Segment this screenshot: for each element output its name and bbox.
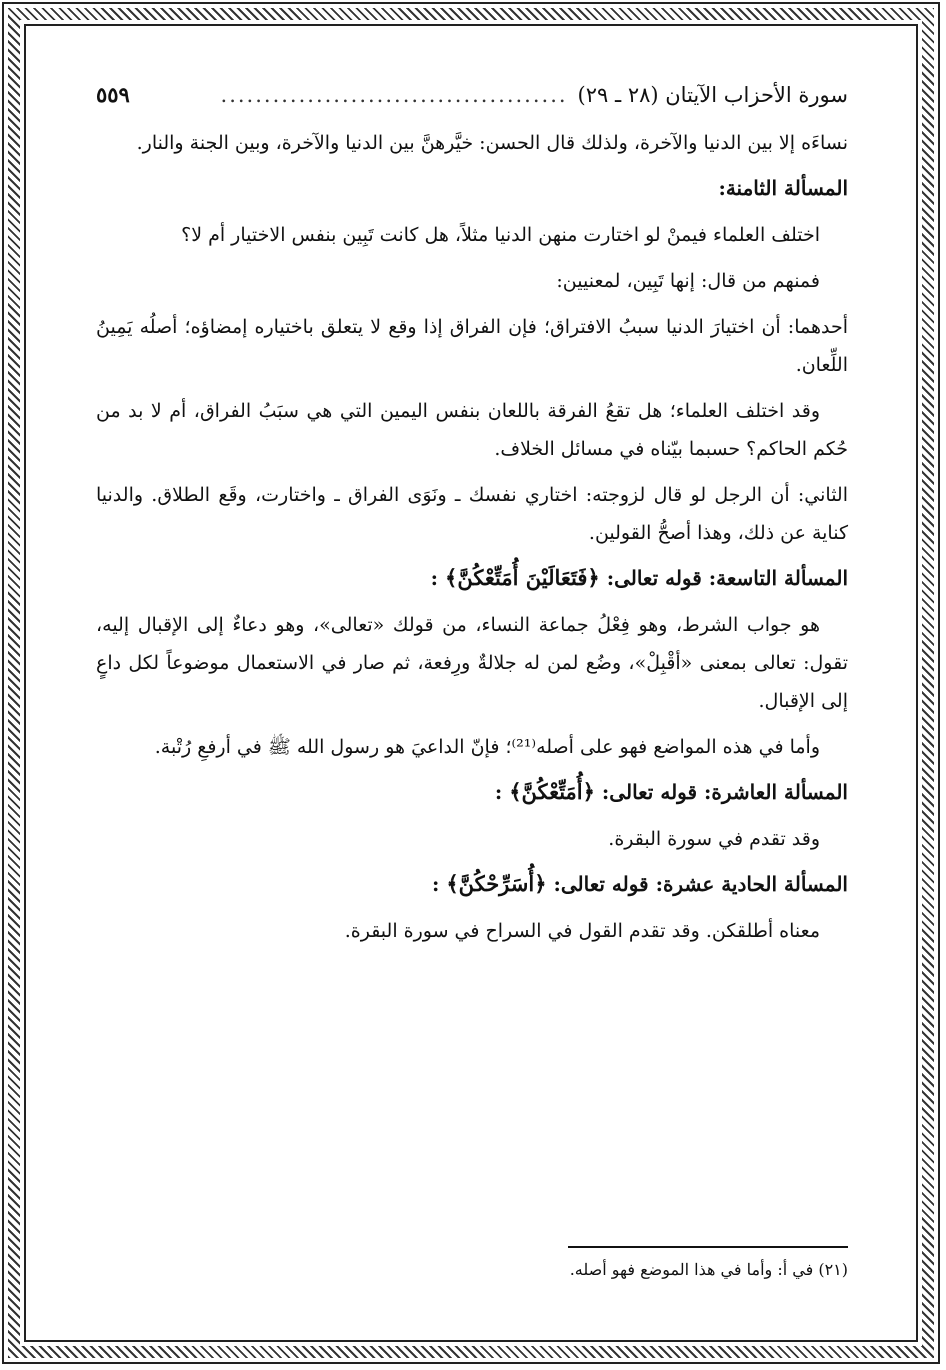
heading-text: المسألة العاشرة: قوله تعالى: (601, 780, 848, 804)
heading-text: المسألة التاسعة: قوله تعالى: (606, 566, 848, 590)
paragraph: اختلف العلماء فيمنْ لو اختارت منهن الدنيا مثلاً، هل كانت تَبِين بنفس الاختيار أم لا؟ (181, 224, 820, 246)
section-heading (96, 560, 848, 596)
section-heading (96, 866, 848, 902)
paragraph: نساءَه إلا بين الدنيا والآخرة، ولذلك قال الحسن: خيَّرهنَّ بين الدنيا والآخرة، وبين الجنة والنار. (136, 132, 848, 154)
footnote-divider (568, 1246, 848, 1248)
heading-text: المسألة الحادية عشرة: قوله تعالى: (553, 872, 848, 896)
paragraph: الثاني: أن الرجل لو قال لزوجته: اختاري نفسك ـ ونَوَى الفراق ـ واختارت، وقَع الطلاق. والدنيا كناية عن ذلك، وهذا أصحُّ القولين. (96, 484, 848, 544)
paragraph: هو جواب الشرط، وهو فِعْلُ جماعة النساء، من قولك «تعالى»، وهو دعاءٌ إلى الإقبال إليه، تقول: تعالى بمعنى «أقْبِلْ»، وضُع لمن له جلالةٌ ورِفعة، ثم صار في الاستعمال موضوعاً لكل داعٍ إلى الإقبال. (96, 614, 848, 712)
paragraph: وقد اختلف العلماء؛ هل تقعُ الفرقة باللعان بنفس اليمين التي هي سبَبُ الفراق، أم لا بد من حُكم الحاكم؟ حسبما بيّناه في مسائل الخلاف. (96, 400, 848, 460)
header-leader-dots: ........................................ (220, 83, 568, 107)
running-header (96, 80, 848, 110)
paragraph: وقد تقدم في سورة البقرة. (608, 828, 820, 850)
footnote: (٢١) في أ: وأما في هذا الموضع فهو أصله. (569, 1260, 848, 1279)
paragraph: فمنهم من قال: إنها تَبِين، لمعنيين: (556, 270, 820, 292)
paragraph: معناه أطلقكن. وقد تقدم القول في السراح في سورة البقرة. (344, 920, 820, 942)
heading-colon: : (494, 780, 503, 804)
heading-colon: : (431, 872, 440, 896)
header-title: سورة الأحزاب الآيتان (٢٨ ـ ٢٩) (577, 83, 848, 107)
paragraph: أحدهما: أن اختيارَ الدنيا سببُ الافتراق؛ فإن الفراق إذا وقع لا يتعلق باختياره إمضاؤه؛ أصلُه يَمِينُ اللِّعان. (96, 316, 848, 376)
quran-quote: ﴿أُسَرِّحْكُنَّ﴾ (446, 871, 547, 896)
heading-colon: : (430, 566, 439, 590)
page-content (96, 80, 848, 1320)
quran-quote: ﴿أُمَتِّعْكُنَّ﴾ (509, 779, 595, 804)
section-heading (96, 774, 848, 810)
paragraph: وأما في هذه المواضع فهو على أصله⁽²¹⁾؛ فإنّ الداعيَ هو رسول الله ﷺ في أرفعِ رُتْبة. (154, 736, 820, 758)
page-number: ٥٥٩ (96, 82, 130, 107)
section-heading: المسألة الثامنة: (718, 176, 848, 200)
quran-quote: ﴿فَتَعَالَيْنَ أُمَتِّعْكُنَّ﴾ (445, 565, 600, 590)
